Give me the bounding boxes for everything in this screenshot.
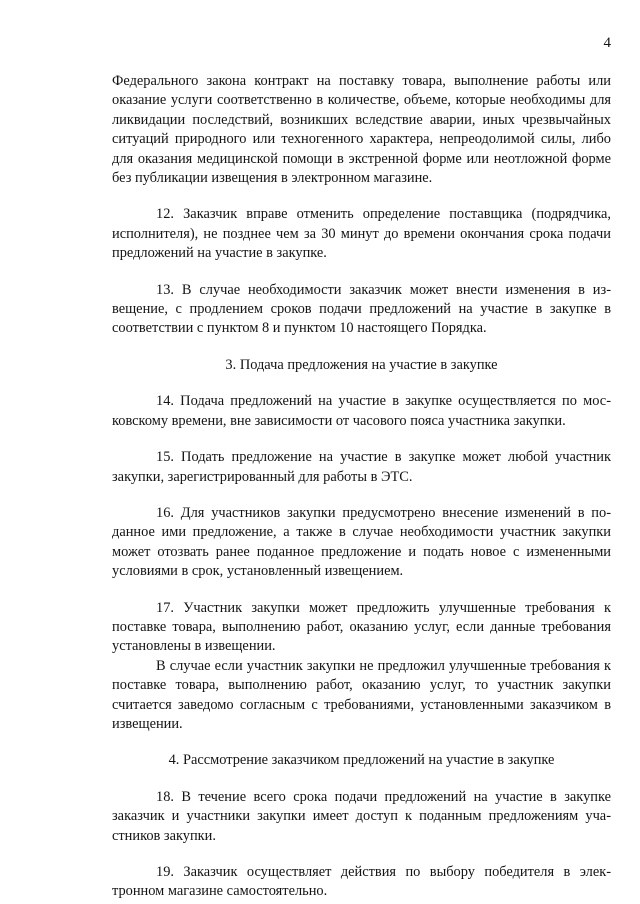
paragraph-17: 17. Участник закупки может предложить улучшенные требования к поставке товара, выполнению работ, оказанию услуг, если данные требования установлены в извещении.	[112, 599, 611, 655]
section-heading-4: 4. Рассмотрение заказчиком предложений на участие в закупке	[168, 752, 555, 769]
section-heading-3: 3. Подача предложения на участие в закупке	[225, 356, 498, 373]
paragraph-18: 18. В течение всего срока подачи предложений на участие в закупке заказчик и участники закупки имеет доступ к поданным предложениям участников закупки.	[112, 788, 611, 844]
paragraph-19: 19. Заказчик осуществляет действия по выбору победителя в электронном магазине самостоятельно.	[112, 864, 611, 900]
paragraph-14: 14. Подача предложений на участие в закупке осуществляется по московскому времени, вне зависимости от часового пояса участника закупки.	[112, 393, 611, 429]
document-body	[112, 72, 611, 902]
page-number: 4	[603, 35, 611, 51]
paragraph-12: 12. Заказчик вправе отменить определение поставщика (подрядчика, исполнителя), не позднее чем за 30 минут до времени окончания срока подачи предложений на участие в закупке.	[112, 206, 611, 262]
paragraph-16: 16. Для участников закупки предусмотрено внесение изменений в поданное ими предложение, а также в случае необходимости участник закупки может отозвать ранее поданное предложение и подать новое с измененными условиями в срок, установленный извещением.	[112, 504, 611, 580]
paragraph-continuation: Федерального закона контракт на поставку товара, выполнение работы или оказание услуги соответственно в количестве, объеме, которые необходимы для ликвидации последствий, возникших вследствие аварии, иных чрезвычайных ситуаций природного или техногенного характера, непреодолимой силы, либо для оказания медицинской помощи в экстренной форме или неотложной форме без публикации извещения в электронном магазине.	[112, 73, 611, 187]
paragraph-17-continued: В случае если участник закупки не предложил улучшенные требования к поставке товара, выполнению работ, оказанию услуг, то участник закупки считается заведомо согласным с требованиями, установленными заказчиком в извещении.	[112, 657, 611, 732]
paragraph-13: 13. В случае необходимости заказчик может внести изменения в извещение, с продлением сроков подачи предложений на участие в закупке в соответствии с пунктом 8 и пунктом 10 настоящего Порядка.	[112, 281, 611, 337]
paragraph-15: 15. Подать предложение на участие в закупке может любой участник закупки, зарегистрированный для работы в ЭТС.	[112, 449, 611, 485]
